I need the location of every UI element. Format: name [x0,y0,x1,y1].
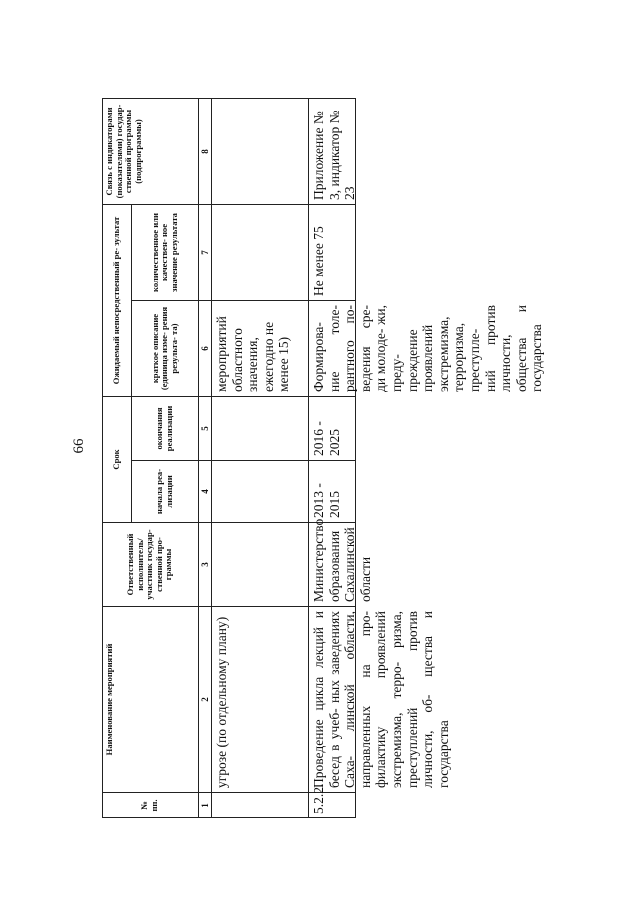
row2-result-value: Не менее 75 [309,204,356,300]
row1-result-value [212,204,309,300]
page-number: 66 [71,438,87,454]
row2-end: 2016 - 2025 [309,396,356,460]
header-responsible: Ответственный исполнитель/ участник государ- ственной про- граммы [102,522,199,606]
header-end: окончания реализации [132,396,199,460]
row2-responsible: Министерство образования Сахалинской области [309,522,356,606]
row2-start: 2013 - 2015 [309,460,356,522]
col-number-1: 1 [199,792,212,818]
row2-indicator-link: Приложение № 3, индикатор № 23 [309,98,356,204]
col-number-5: 5 [199,396,212,460]
col-number-4: 4 [199,460,212,522]
header-result-value: количественное или качествен- ное значение результата [132,204,199,300]
row1-end [212,396,309,460]
header-result-description: краткое описание (единица изме- рения результа- та) [132,300,199,396]
header-start: начала реа- лизации [132,460,199,522]
col-number-7: 7 [199,204,212,300]
row2-measure-name: Проведение цикла лекций и бесед в учеб- ных заведениях Саха- линской области, направленных на про- филактику проявлений экстремизма, терро- ризма, преступлений против личности, об- щества и государства [309,606,356,792]
col-number-2: 2 [199,606,212,792]
header-expected-result: Ожидаемый непосредственный ре- зультат [102,204,132,396]
header-measure-name: Наименование мероприятий [102,606,199,792]
header-number: № пп. [102,792,199,818]
row1-result-description: мероприятий областного значения, ежегодно не менее 15) [212,300,309,396]
row1-number [212,792,309,818]
row1-start [212,460,309,522]
measures-table [102,98,545,818]
row1-responsible [212,522,309,606]
col-number-3: 3 [199,522,212,606]
row2-result-description: Формирова- ние толе- рантного по- ведения сре- ди молоде- жи, преду- преждение проявлений экстремизма, терроризма, преступле- ний против личности, общества и государства [309,300,356,396]
header-term: Срок [102,396,132,522]
header-indicator-link: Связь с индикаторами (показателями) государ- ственной программы (подпрограммы) [102,98,199,204]
row2-number: 5.2.2. [309,792,356,818]
row1-measure-name: угрозе (по отдельному плану) [212,606,309,792]
row1-indicator-link [212,98,309,204]
col-number-8: 8 [199,98,212,204]
col-number-6: 6 [199,300,212,396]
